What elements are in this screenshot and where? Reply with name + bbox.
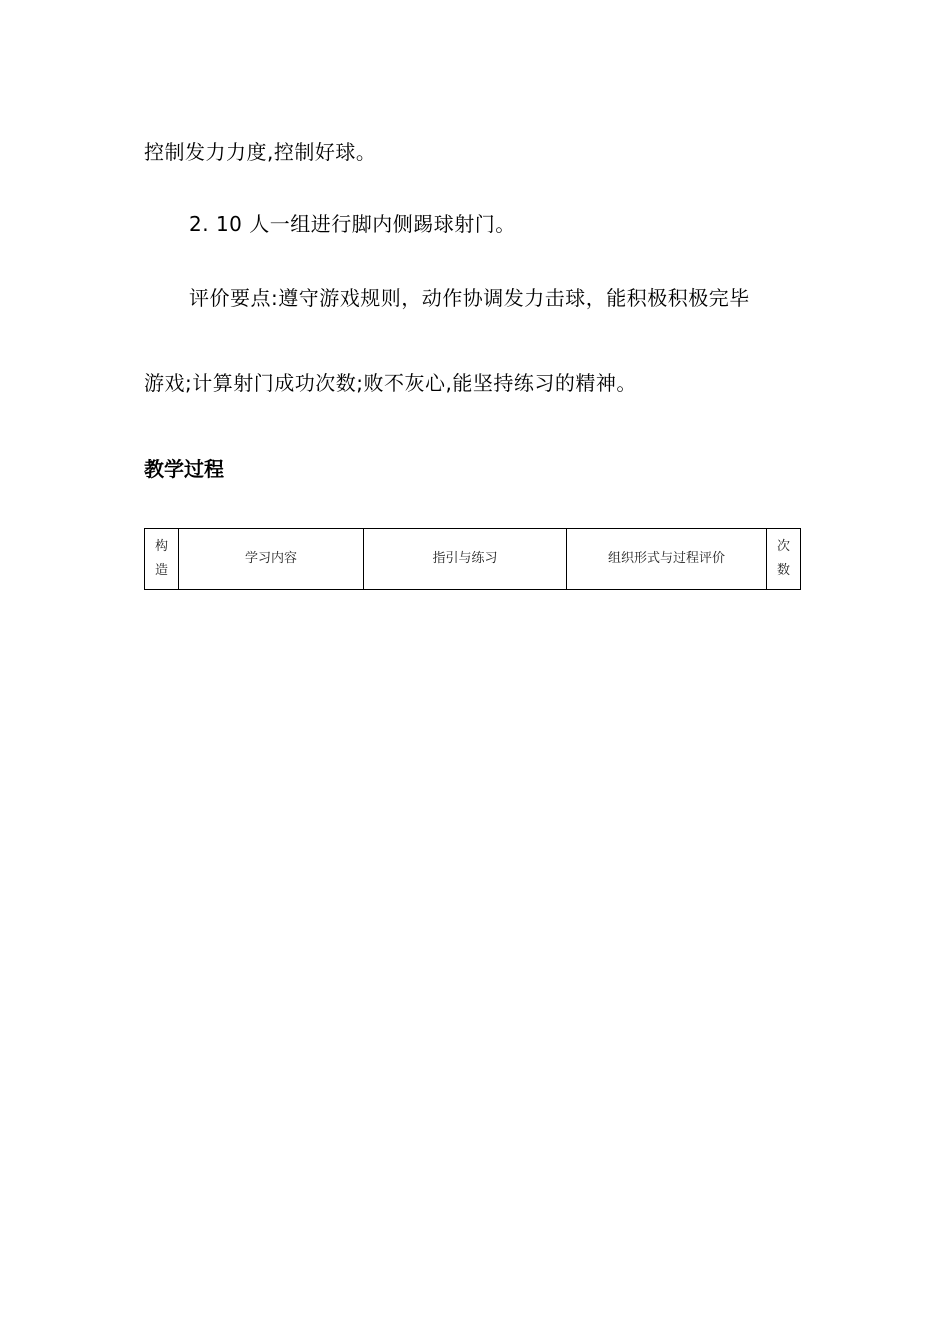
teaching-process-table <box>144 528 801 590</box>
body-paragraph-2: 2. 10 人一组进行脚内侧踢球射门。 <box>189 212 516 236</box>
header-organization-evaluation: 组织形式与过程评价 <box>567 529 767 590</box>
header-learning-content: 学习内容 <box>179 529 364 590</box>
section-heading: 教学过程 <box>144 457 224 481</box>
table-header-row <box>145 529 801 590</box>
body-paragraph-1: 控制发力力度,控制好球。 <box>144 140 377 164</box>
header-structure-char-2: 造 <box>154 563 168 578</box>
header-structure-char-1: 构 <box>154 539 168 554</box>
header-structure <box>145 529 179 590</box>
body-paragraph-4: 游戏;计算射门成功次数;败不灰心,能坚持练习的精神。 <box>144 371 637 395</box>
header-count-char-1: 次 <box>776 539 790 554</box>
header-count <box>767 529 801 590</box>
header-count-char-2: 数 <box>776 563 790 578</box>
body-paragraph-3: 评价要点:遵守游戏规则，动作协调发力击球，能积极积极完毕 <box>189 286 750 310</box>
header-guidance-practice: 指引与练习 <box>364 529 567 590</box>
